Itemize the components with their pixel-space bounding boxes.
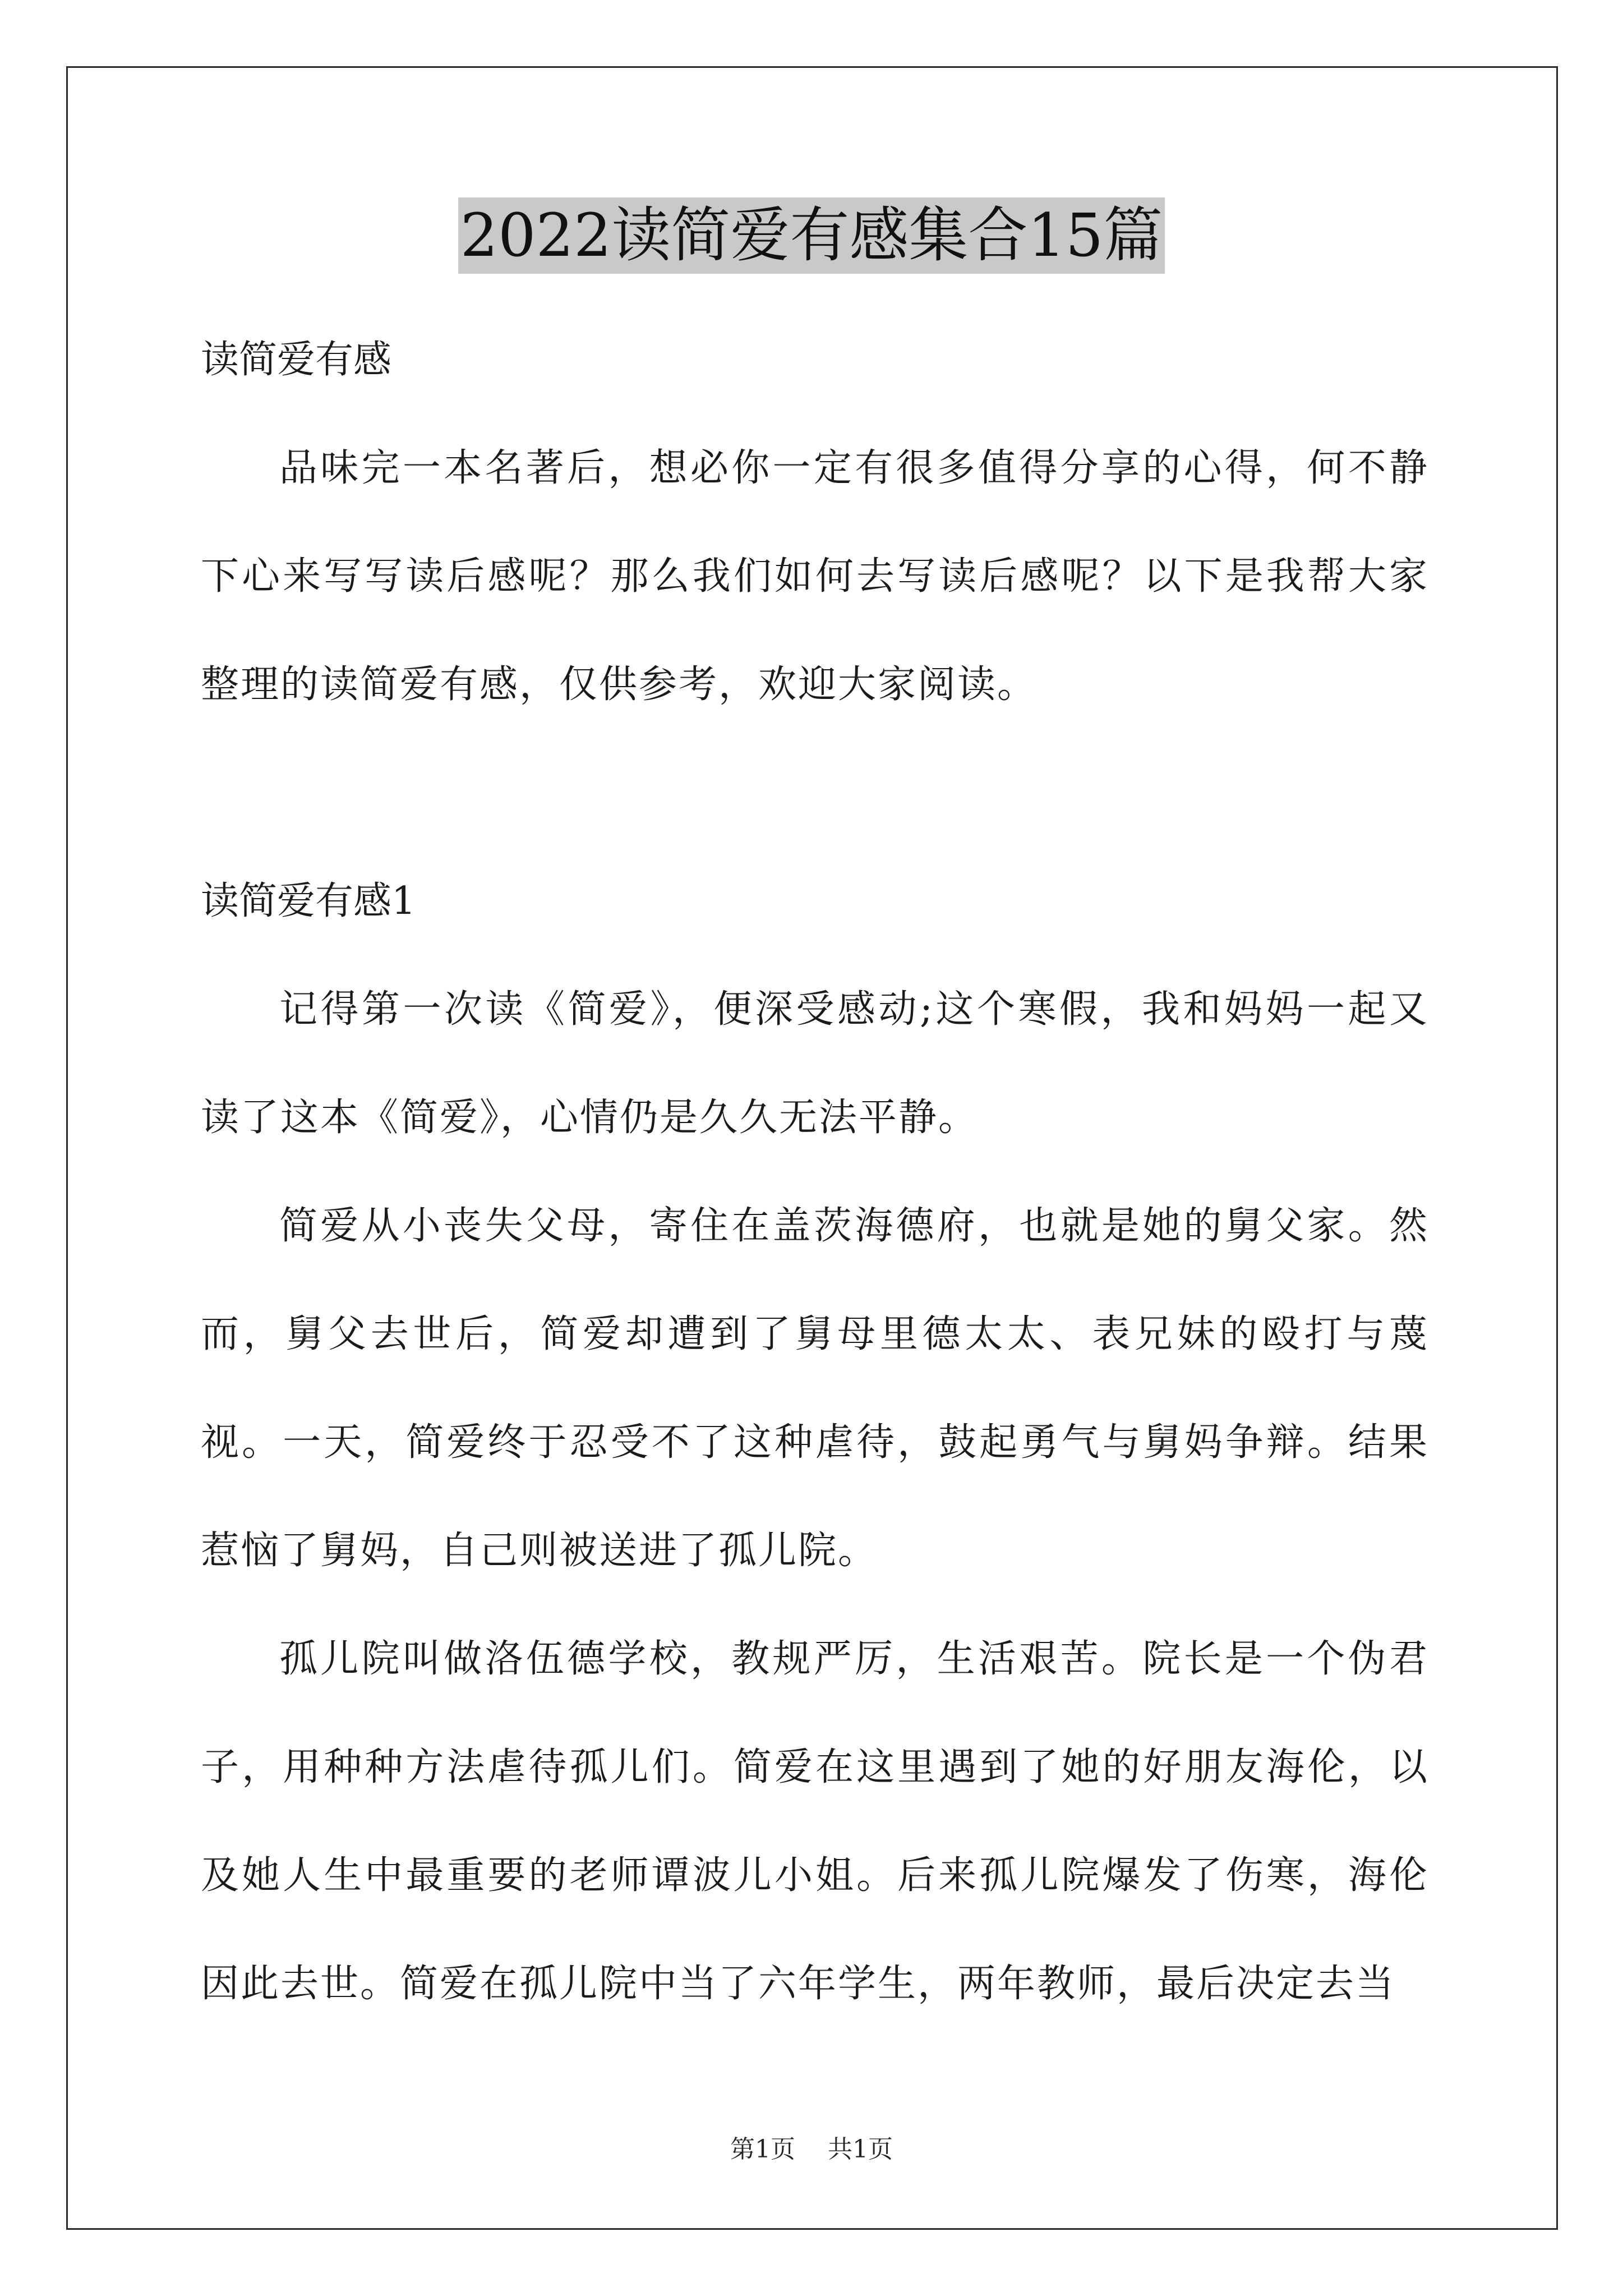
intro-paragraph: 品味完一本名著后，想必你一定有很多值得分享的心得，何不静下心来写写读后感呢？那么我们如何去写读后感呢？以下是我帮大家整理的读简爱有感，仅供参考，欢迎大家阅读。: [201, 446, 1429, 707]
section1-paragraph-2: 简爱从小丧失父母，寄住在盖茨海德府，也就是她的舅父家。然而，舅父去世后，简爱却遭到了舅母里德太太、表兄妹的殴打与蔑视。一天，简爱终于忍受不了这种虐待，鼓起勇气与舅妈争辩。结果惹恼了舅妈，自己则被送进了孤儿院。: [201, 1204, 1429, 1573]
title-container: [0, 197, 1623, 274]
intro-heading: 读简爱有感: [201, 338, 392, 382]
document-body: [201, 306, 1429, 2038]
document-title: 2022读简爱有感集合15篇: [458, 197, 1165, 274]
page-number: 第1页: [730, 2135, 795, 2164]
section-spacer: [201, 739, 1429, 847]
page-total: 共1页: [828, 2135, 893, 2164]
section1-paragraph-1: 记得第一次读《简爱》，便深受感动;这个寒假，我和妈妈一起又读了这本《简爱》，心情仍是久久无法平静。: [201, 987, 1429, 1140]
page-footer: [0, 2129, 1623, 2165]
section1-heading: 读简爱有感1: [201, 879, 416, 923]
section1-paragraph-3: 孤儿院叫做洛伍德学校，教规严厉，生活艰苦。院长是一个伪君子，用种种方法虐待孤儿们。简爱在这里遇到了她的好朋友海伦，以及她人生中最重要的老师谭波儿小姐。后来孤儿院爆发了伤寒，海伦因此去世。简爱在孤儿院中当了六年学生，两年教师，最后决定去当: [201, 1637, 1429, 2006]
